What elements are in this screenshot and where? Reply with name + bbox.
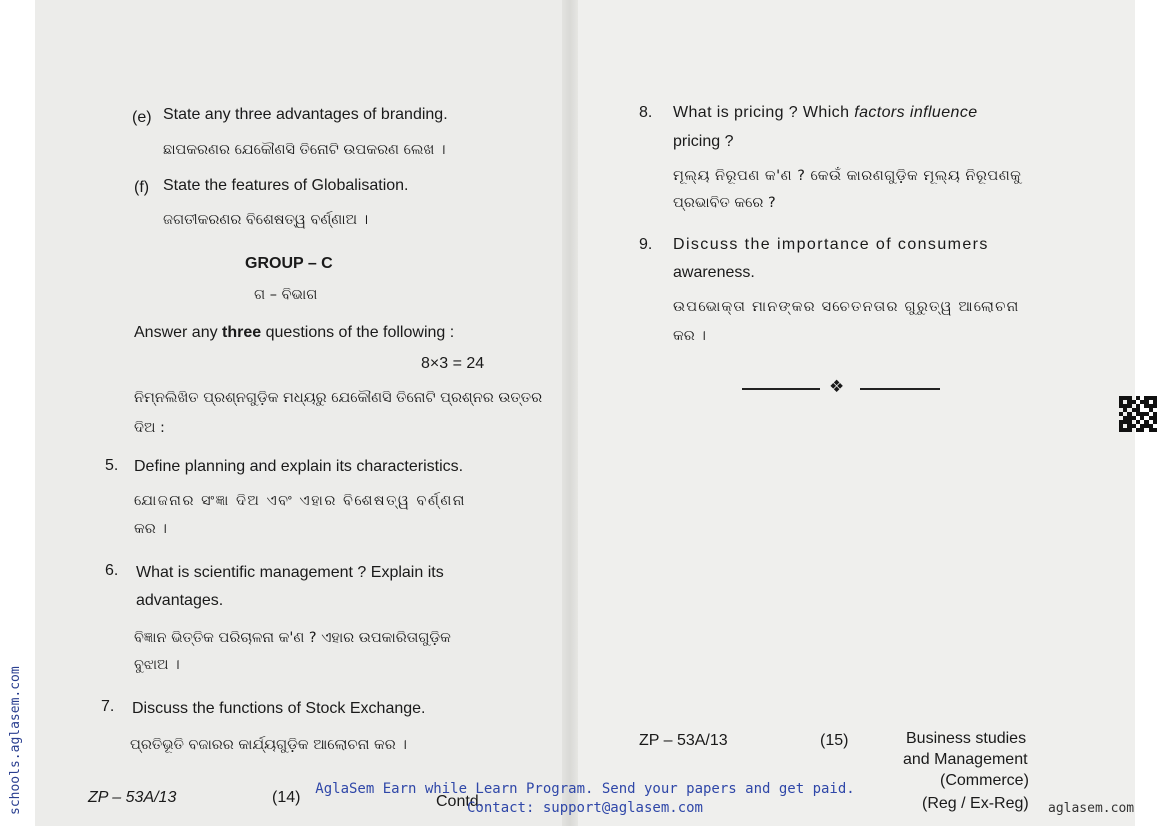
left-footer-contd: Contd.: [436, 793, 484, 810]
q8-odia-2: ପ୍ରଭାବିତ କରେ ?: [673, 195, 776, 211]
right-footer-code: ZP – 53A/13: [639, 732, 728, 749]
page-gutter: [562, 0, 578, 826]
group-c-odia-title: ଗ – ବିଭାଗ: [254, 287, 318, 303]
q5-odia-2: କର ।: [134, 521, 167, 537]
subject-line-4: (Reg / Ex-Reg): [922, 795, 1029, 812]
group-c-instruction: [134, 323, 454, 343]
bottom-watermark: [260, 780, 910, 818]
group-c-marks: 8×3 = 24: [421, 355, 485, 372]
q6-odia-2: ବୁଝାଅ ।: [134, 657, 180, 673]
q8-number: 8.: [639, 104, 653, 121]
q6-number: 6.: [105, 562, 119, 579]
q5-english: Define planning and explain its characteristics.: [134, 458, 464, 475]
subject-line-3: (Commerce): [940, 772, 1029, 789]
q6-odia-1: ବିଜ୍ଞାନ ଭିତ୍ତିକ ପରିଚାଳନା କ'ଣ ? ଏହାର ଉପକାରିତାଗୁଡ଼ିକ: [134, 630, 451, 646]
divider-line-right: [860, 388, 940, 390]
instruction-text-post: questions of the following :: [261, 324, 455, 341]
item-e-odia: ଛାପକରଣର ଯେକୌଣସି ତିନୋଟି ଉପକରଣ ଲେଖ ।: [163, 142, 446, 158]
divider-line-left: [742, 388, 820, 390]
subject-line-2: and Management: [903, 751, 1028, 768]
q9-number: 9.: [639, 236, 653, 253]
site-watermark: aglasem.com: [1048, 801, 1135, 816]
bottom-watermark-line-2: Contact: support@aglasem.com: [466, 800, 703, 816]
item-f-odia: ଜଗତୀକରଣର ବିଶେଷତ୍ୱ ବର୍ଣ୍ଣାଅ ।: [163, 212, 369, 228]
divider-ornament-icon: ❖: [829, 377, 845, 397]
left-footer-page: (14): [272, 789, 301, 806]
q9-english-2: awareness.: [673, 264, 755, 281]
side-watermark-text: schools.aglasem.com: [8, 666, 23, 815]
item-f-english: State the features of Globalisation.: [163, 177, 409, 194]
group-c-instruction-odia-2: ଦିଅ :: [134, 420, 165, 436]
item-e-label: (e): [132, 109, 152, 126]
right-footer-page: (15): [820, 732, 849, 749]
q8-english-2: pricing ?: [673, 133, 734, 150]
q7-odia: ପ୍ରତିଭୂତି ବଜାରର କାର୍ଯ୍ୟଗୁଡ଼ିକ ଆଲୋଚନା କର ।: [130, 737, 407, 753]
q6-english-2: advantages.: [136, 592, 224, 609]
q8-english-1-italic: factors influence: [854, 104, 978, 121]
q8-odia-1: ମୂଲ୍ୟ ନିରୂପଣ କ'ଣ ? କେଉଁ କାରଣଗୁଡ଼ିକ ମୂଲ୍ୟ ନିରୂପଣକୁ: [673, 168, 1022, 184]
q8-english-1: [673, 103, 978, 123]
q6-english-1: What is scientific management ? Explain its: [136, 564, 444, 581]
q7-english: Discuss the functions of Stock Exchange.: [132, 700, 426, 717]
item-e-english: State any three advantages of branding.: [163, 106, 448, 123]
bottom-watermark-line-1: AglaSem Earn while Learn Program. Send your papers and get paid.: [315, 781, 855, 797]
side-watermark: [8, 625, 28, 815]
item-f-label: (f): [134, 179, 150, 196]
right-page: [570, 0, 1135, 826]
q9-odia-2: କର ।: [673, 328, 706, 344]
subject-line-1: Business studies: [906, 730, 1027, 747]
instruction-text-bold: three: [222, 324, 262, 341]
q9-english-1: Discuss the importance of consumers: [673, 236, 989, 253]
end-divider: [742, 377, 940, 397]
left-footer-code: ZP – 53A/13: [88, 789, 177, 806]
group-c-instruction-odia-1: ନିମ୍ନଲିଖିତ ପ୍ରଶ୍ନଗୁଡ଼ିକ ମଧ୍ୟରୁ ଯେକୌଣସି ତିନୋଟି ପ୍ରଶ୍ନର ଉତ୍ତର: [134, 390, 543, 406]
qr-code-icon: [1119, 396, 1157, 432]
q5-number: 5.: [105, 457, 119, 474]
q9-odia-1: ଉପଭୋକ୍ତା ମାନଙ୍କର ସଚେତନତାର ଗୁରୁତ୍ୱ ଆଲୋଚନା: [673, 299, 1020, 315]
q7-number: 7.: [101, 698, 115, 715]
instruction-text-pre: Answer any: [134, 324, 223, 341]
q8-english-1-text: What is pricing ? Which: [673, 104, 855, 121]
group-c-title: GROUP – C: [245, 255, 333, 272]
q5-odia-1: ଯୋଜନାର ସଂଜ୍ଞା ଦିଅ ଏବଂ ଏହାର ବିଶେଷତ୍ୱ ବର୍ଣ୍ଣନା: [134, 493, 466, 509]
